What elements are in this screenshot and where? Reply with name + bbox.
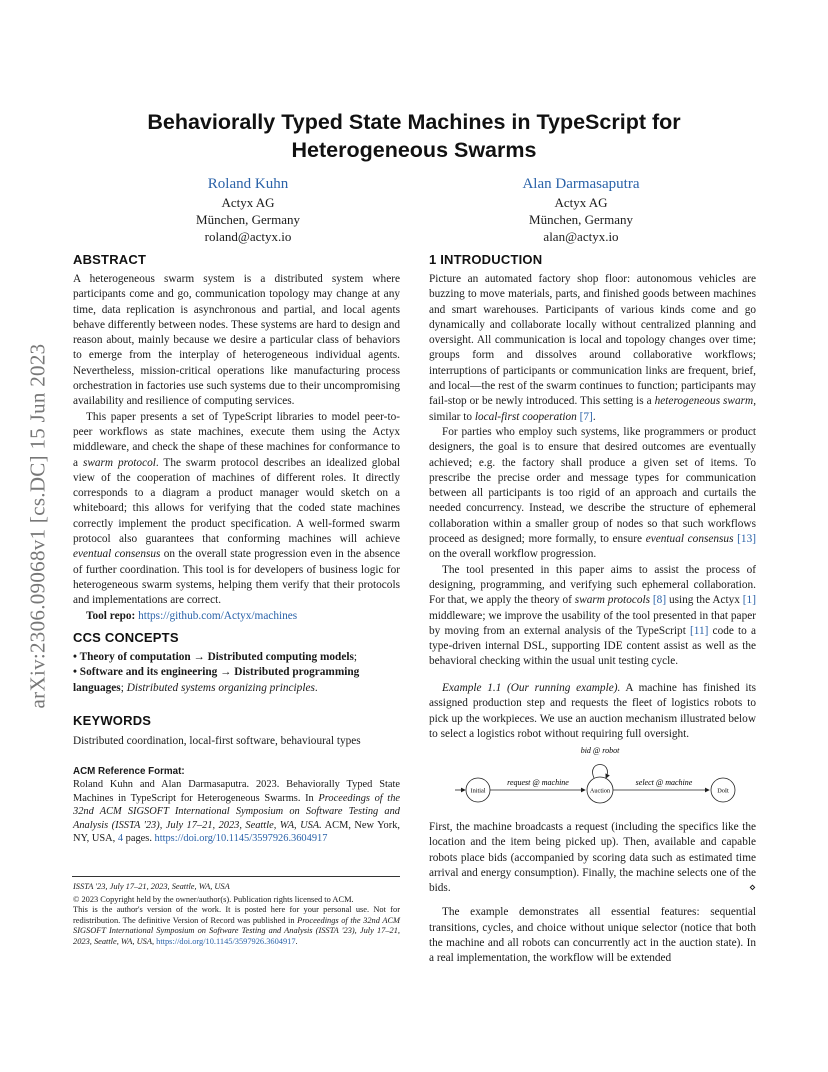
author-name[interactable]: Roland Kuhn xyxy=(207,176,289,192)
author-location: München, Germany xyxy=(529,212,633,227)
title-line-2: Heterogeneous Swarms xyxy=(291,138,537,162)
abstract-body xyxy=(73,272,400,624)
author-email: roland@actyx.io xyxy=(204,229,292,244)
abstract-heading: ABSTRACT xyxy=(73,252,147,267)
tool-repo-line: Tool repo: https://github.com/Actyx/machines xyxy=(86,609,298,622)
author-affiliation: Actyx AG xyxy=(554,195,608,210)
author-name[interactable]: Alan Darmasaputra xyxy=(522,176,640,192)
footer-doi-link[interactable]: https://doi.org/10.1145/3597926.3604917 xyxy=(156,936,296,946)
section-heading-introduction: 1 INTRODUCTION xyxy=(429,252,543,267)
intro-paragraph: For parties who employ such systems, like programmers or product designers, the goal is to ensure that desired outcomes are eventually achieved; e.g. the factory shall produce a given set of items. To prescribe the precise order and message types for communication between all participants is too rigid of an approach and curtails the needed concurrency. Instead, we describe the structure of ephemeral collaboration within a smaller group of nodes so that such workflows proceed as designed; more formally, to ensure eventual consensus [13] on the overall workflow progression. xyxy=(429,425,756,561)
transition-label: request @ machine xyxy=(507,778,569,787)
citation[interactable]: [7] xyxy=(579,410,593,423)
acm-reference-heading: ACM Reference Format: xyxy=(73,766,185,777)
intro-paragraph: The example demonstrates all essential features: sequential transitions, cycles, and choice without unique selector (notice that both the machine and all robots can concurrently act in the auction state). In a real implementation, the workflow will be extended xyxy=(429,906,756,965)
author-block-1 xyxy=(83,174,413,245)
self-loop-arrow xyxy=(593,765,608,779)
citation[interactable]: [1] xyxy=(742,594,756,607)
venue-line: ISSTA '23, July 17–21, 2023, Seattle, WA, USA xyxy=(73,882,230,891)
acm-reference xyxy=(73,765,400,845)
keywords-text: Distributed coordination, local-first software, behavioural types xyxy=(73,735,361,747)
state-label: Initial xyxy=(470,787,486,795)
state-label: DoIt xyxy=(717,787,729,795)
state-label: Auction xyxy=(589,787,611,795)
tool-repo-link[interactable]: https://github.com/Actyx/machines xyxy=(138,609,298,622)
title-line-1: Behaviorally Typed State Machines in TypeScript for xyxy=(147,110,681,134)
doi-link[interactable]: https://doi.org/10.1145/3597926.3604917 xyxy=(154,833,328,845)
copyright-footer xyxy=(73,882,400,948)
intro-paragraph: Picture an automated factory shop floor: autonomous vehicles are buzzing to move materials, parts, and finished goods between machines and smart warehouses. Participants of various kinds come and go dynamically and collaborate locally without centralized planning and oversight. All communication is local and topology changes over time; groups form and dissolves around collaborative workflows; interruptions of participants or communication links are frequent, brief, and local—the rest of the swarm continues to function; participants may fail-stop or be newly introduced. This setting is a heterogeneous swarm, similar to local-first cooperation [7]. xyxy=(429,273,757,423)
paper-title xyxy=(90,108,738,164)
arxiv-identifier: arXiv:2306.09068v1 [cs.DC] 15 Jun 2023 xyxy=(25,343,50,709)
author-location: München, Germany xyxy=(196,212,300,227)
citation[interactable]: [8] xyxy=(652,594,667,607)
introduction-body xyxy=(429,272,756,670)
ccs-heading: CCS CONCEPTS xyxy=(73,630,179,645)
citation[interactable]: [11] xyxy=(690,624,709,637)
acm-reference-text: Roland Kuhn and Alan Darmasaputra. 2023. Behaviorally Typed State Machines in TypeScript for Heterogeneous Swarms. In Proceedings of the 32nd ACM SIGSOFT International Symposium on Software Testing and Analysis (ISSTA '23), July 17–21, 2023, Seattle, WA, USA. ACM, New York, NY, USA, 4 pages. https://doi.org/10.1145/3597926.3604917 xyxy=(73,779,400,845)
transition-label: bid @ robot xyxy=(580,746,620,755)
ccs-item: • Theory of computation → Distributed computing models; xyxy=(73,651,358,663)
example-paragraph: Example 1.1 (Our running example). A machine has finished its assigned production step and requests the fleet of logistics robots to pick up the workpieces. We use an auction mechanism illustrated below to select a logistics robot without requiring full oversight. xyxy=(429,682,756,740)
example-block xyxy=(429,681,756,742)
abstract-paragraph: This paper presents a set of TypeScript libraries to model peer-to-peer workflows as state machines, execute them using the Actyx middleware, and check the shape of these machines for conformance to a swarm protocol. The swarm protocol describes an idealized global view of the cooperation of machines of different roles. It directly corresponds to a diagram a product manager would sketch on a whiteboard; this allows for verifying that the coded state machines correctly implement the product specification. A well-formed swarm protocol also guarantees that conforming machines will achieve eventual consensus on the overall state progression even in the absence of further coordination. This tool is for developers of business logic for heterogeneous swarm systems, helping them verify that their protocols and implementations are correct. xyxy=(73,410,400,607)
abstract-paragraph: A heterogeneous swarm system is a distributed system where participants come and go, communication topology may change at any time, data replication is asynchronous and partial, and local agents behave differently between nodes. These systems are hard to design and reason about, mainly because we desire a particular class of behaviors to emerge from the interplay of heterogeneous individual agents. Nevertheless, mission-critical operations like manufacturing process orchestration in factories use such systems due to their uncompromising availability and resilience of computing services. xyxy=(73,273,400,408)
citation[interactable]: [13] xyxy=(737,533,756,546)
author-affiliation: Actyx AG xyxy=(221,195,275,210)
intro-paragraph: First, the machine broadcasts a request (including the specifics like the location and the item being picked up). Then, available and capable robots place bids (accompanied by scoring data such as estimated time arrival and energy consumption). Finally, the machine selects one of the bids. ⋄ xyxy=(429,820,756,896)
auction-state-diagram xyxy=(455,742,755,804)
footnote-rule xyxy=(72,876,400,877)
version-notice: This is the author's version of the work. It is posted here for your personal use. Not for redistribution. The definitive Version of Record was published in Proceedings of the 32nd ACM SIGSOFT International Symposium on Software Testing and Analysis (ISSTA '23), July 17–21, 2023, Seattle, WA, USA, https://doi.org/10.1145/3597926.3604917. xyxy=(73,905,401,946)
transition-label: select @ machine xyxy=(635,778,693,787)
author-block-2 xyxy=(416,174,746,245)
arxiv-sidebar xyxy=(18,286,58,766)
ccs-concepts xyxy=(73,650,400,696)
author-email: alan@actyx.io xyxy=(543,229,619,244)
intro-continued xyxy=(429,820,756,967)
intro-paragraph: The tool presented in this paper aims to assist the process of designing, programming, and verifying such ephemeral collaboration. For that, we apply the theory of swarm protocols [8] using the Actyx [1] middleware; we improve the usability of the tool presented in that paper by moving from an external analysis of the TypeScript [11] code to a type-driven internal DSL, supporting IDE content assist as well as the behavioral checking within the usual unit testing cycle. xyxy=(429,563,756,668)
ccs-item: • Software and its engineering → Distributed programming languages; Distributed systems organizing principles. xyxy=(73,666,360,694)
qed-symbol: ⋄ xyxy=(748,882,756,895)
copyright-line: © 2023 Copyright held by the owner/author(s). Publication rights licensed to ACM. xyxy=(73,894,354,904)
keywords-heading: KEYWORDS xyxy=(73,713,152,728)
